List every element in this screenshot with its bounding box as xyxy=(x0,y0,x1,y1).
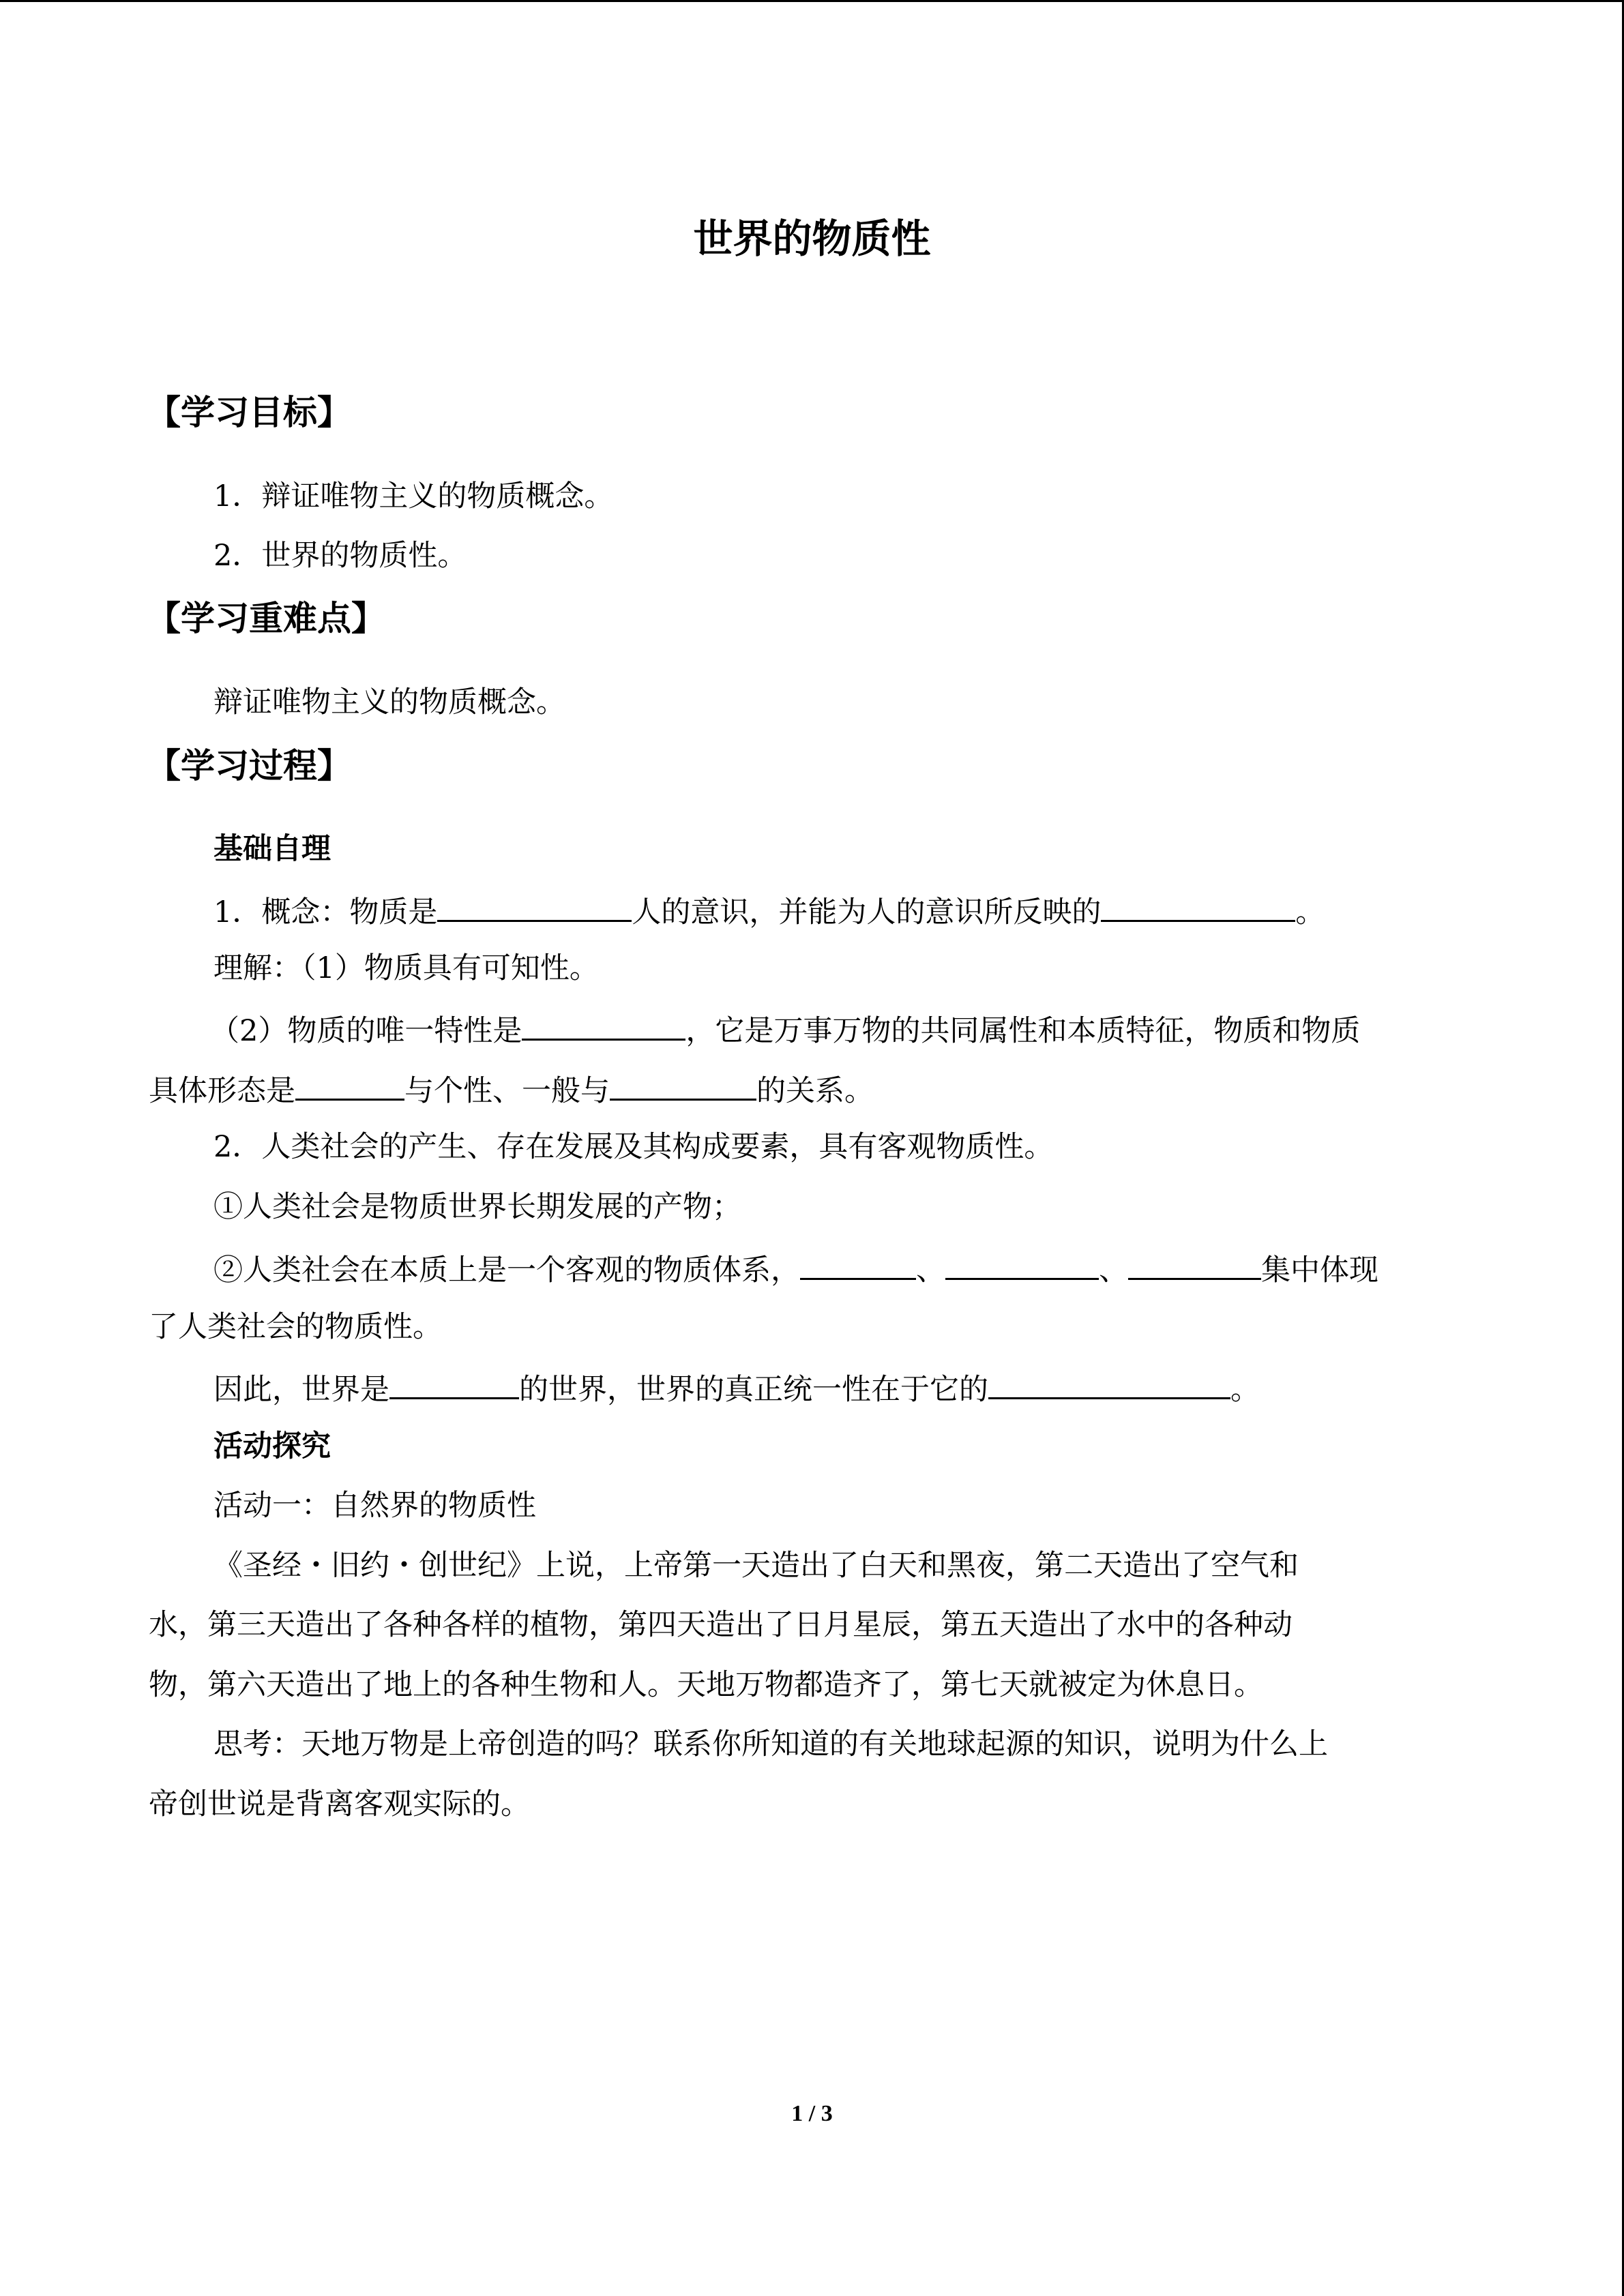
question-2-text-a: （2）物质的唯一特性是 xyxy=(210,1014,522,1048)
conclusion-text-a: 因此，世界是 xyxy=(213,1373,389,1407)
answer-blank[interactable] xyxy=(988,1366,1230,1399)
point-2-2-text-c: 、 xyxy=(1099,1253,1128,1287)
page-number: 1 / 3 xyxy=(791,2101,833,2126)
subheading-basic: 基础自理 xyxy=(213,832,331,866)
answer-blank[interactable] xyxy=(800,1247,916,1280)
think-line-2: 帝创世说是背离客观实际的。 xyxy=(149,1787,530,1821)
answer-blank[interactable] xyxy=(1101,889,1295,922)
point-2-2-text-b: 、 xyxy=(916,1253,945,1287)
point-2-2-line xyxy=(213,1247,1378,1291)
goal-item-1: 1．辩证唯物主义的物质概念。 xyxy=(213,479,614,513)
page-border-top xyxy=(0,0,1624,2)
question-1-line xyxy=(213,889,1325,933)
point-2-1-line: ①人类社会是物质世界长期发展的产物； xyxy=(213,1190,741,1224)
answer-blank[interactable] xyxy=(389,1366,519,1399)
goal-item-2: 2．世界的物质性。 xyxy=(213,539,467,573)
understand-line: 理解：（1）物质具有可知性。 xyxy=(213,951,599,985)
point-2-2-text-d: 集中体现 xyxy=(1261,1253,1378,1287)
answer-blank[interactable] xyxy=(610,1067,756,1101)
question-1-text-a: 1．概念：物质是 xyxy=(213,895,438,929)
question-1-text-c: 。 xyxy=(1295,895,1325,929)
point-2-2-text-a: ②人类社会在本质上是一个客观的物质体系， xyxy=(213,1253,800,1287)
answer-blank[interactable] xyxy=(1128,1247,1261,1280)
section-heading-process: 【学习过程】 xyxy=(147,746,351,786)
question-2-line-cont xyxy=(149,1067,874,1112)
conclusion-line xyxy=(213,1366,1260,1410)
question-2-line xyxy=(210,1007,1360,1052)
page-title: 世界的物质性 xyxy=(693,215,931,262)
answer-blank[interactable] xyxy=(295,1067,404,1101)
answer-blank[interactable] xyxy=(945,1247,1099,1280)
activity-title: 活动一：自然界的物质性 xyxy=(213,1489,536,1523)
question-1-text-b: 人的意识，并能为人的意识所反映的 xyxy=(632,895,1102,929)
answer-blank[interactable] xyxy=(522,1007,685,1041)
point-2-line: 2．人类社会的产生、存在发展及其构成要素，具有客观物质性。 xyxy=(213,1130,1054,1164)
conclusion-text-b: 的世界，世界的真正统一性在于它的 xyxy=(519,1373,988,1407)
answer-blank[interactable] xyxy=(437,889,632,922)
activity-paragraph-line-3: 物，第六天造出了地上的各种生物和人。天地万物都造齐了，第七天就被定为休息日。 xyxy=(149,1668,1263,1702)
question-2-text-d: 与个性、一般与 xyxy=(404,1074,610,1108)
question-2-text-c: 具体形态是 xyxy=(149,1074,295,1108)
question-2-text-b: ，它是万事万物的共同属性和本质特征，物质和物质 xyxy=(685,1014,1361,1048)
subheading-activity: 活动探究 xyxy=(213,1429,331,1463)
point-2-2-line-cont: 了人类社会的物质性。 xyxy=(149,1310,442,1344)
activity-paragraph-line-1: 《圣经・旧约・创世纪》上说，上帝第一天造出了白天和黑夜，第二天造出了空气和 xyxy=(213,1549,1299,1583)
section-heading-goals: 【学习目标】 xyxy=(147,393,351,432)
think-line-1: 思考：天地万物是上帝创造的吗？联系你所知道的有关地球起源的知识，说明为什么上 xyxy=(213,1727,1328,1761)
key-points-text: 辩证唯物主义的物质概念。 xyxy=(213,685,565,719)
section-heading-key-points: 【学习重难点】 xyxy=(147,599,385,638)
conclusion-text-c: 。 xyxy=(1230,1373,1260,1407)
activity-paragraph-line-2: 水，第三天造出了各种各样的植物，第四天造出了日月星辰，第五天造出了水中的各种动 xyxy=(149,1608,1293,1642)
question-2-text-e: 的关系。 xyxy=(756,1074,874,1108)
